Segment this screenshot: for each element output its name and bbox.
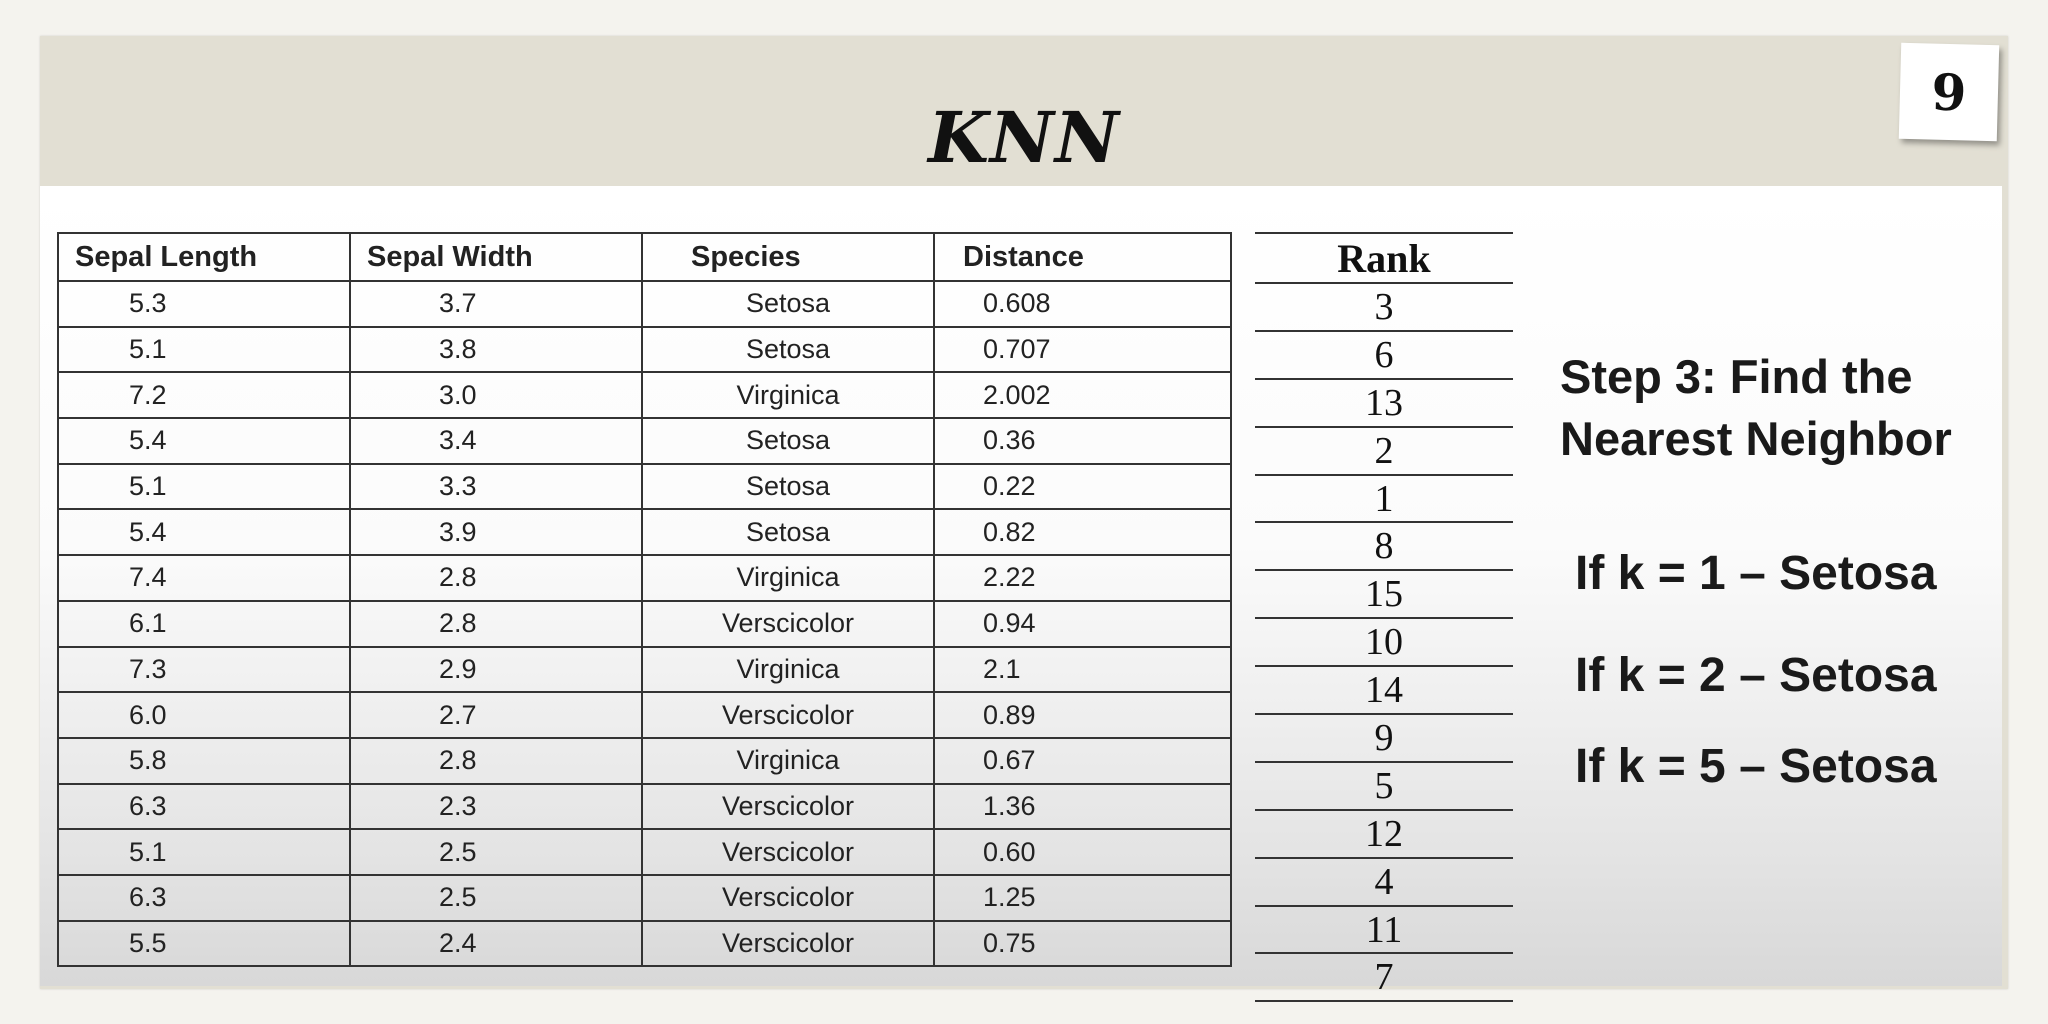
rank-row [1255,331,1513,379]
cell-rank: 5 [1255,762,1513,810]
rank-row [1255,475,1513,523]
rank-row [1255,570,1513,618]
cell-species: Verscicolor [642,692,934,738]
rank-row [1255,618,1513,666]
cell-sepal-length: 7.4 [58,555,350,601]
cell-distance: 0.36 [934,418,1231,464]
cell-rank: 3 [1255,283,1513,331]
cell-species: Verscicolor [642,601,934,647]
cell-distance: 0.82 [934,509,1231,555]
table-row [58,601,1231,647]
cell-sepal-length: 5.4 [58,418,350,464]
cell-sepal-length: 5.5 [58,921,350,967]
slide [40,36,2008,999]
cell-distance: 0.94 [934,601,1231,647]
cell-sepal-width: 2.9 [350,647,642,693]
cell-sepal-width: 2.3 [350,784,642,830]
cell-sepal-width: 2.5 [350,875,642,921]
cell-distance: 0.608 [934,281,1231,327]
cell-distance: 0.67 [934,738,1231,784]
table-row [58,875,1231,921]
cell-sepal-length: 7.2 [58,372,350,418]
cell-species: Setosa [642,418,934,464]
cell-rank: 2 [1255,427,1513,475]
header-sepal-length: Sepal Length [58,233,350,281]
table-row [58,829,1231,875]
table-row [58,738,1231,784]
result-k5: If k = 5 – Setosa [1575,740,1937,793]
rank-row [1255,522,1513,570]
cell-sepal-length: 5.1 [58,327,350,373]
cell-rank: 13 [1255,379,1513,427]
cell-rank: 4 [1255,858,1513,906]
cell-species: Virginica [642,555,934,601]
rank-row [1255,666,1513,714]
table-row [58,921,1231,967]
cell-species: Setosa [642,327,934,373]
cell-species: Virginica [642,647,934,693]
cell-distance: 0.89 [934,692,1231,738]
cell-sepal-width: 3.0 [350,372,642,418]
table-row [58,418,1231,464]
cell-rank: 1 [1255,475,1513,523]
cell-sepal-length: 6.0 [58,692,350,738]
cell-sepal-width: 3.3 [350,464,642,510]
cell-sepal-length: 6.3 [58,875,350,921]
cell-sepal-width: 2.8 [350,555,642,601]
rank-row [1255,283,1513,331]
cell-sepal-length: 6.1 [58,601,350,647]
cell-species: Verscicolor [642,875,934,921]
cell-sepal-length: 5.3 [58,281,350,327]
table-row [58,464,1231,510]
table-row [58,555,1231,601]
cell-distance: 0.22 [934,464,1231,510]
step-heading-line-1: Step 3: Find the [1560,350,1913,403]
cell-distance: 1.25 [934,875,1231,921]
step-heading [1560,346,1952,470]
cell-rank: 12 [1255,810,1513,858]
cell-distance: 2.002 [934,372,1231,418]
rank-row [1255,858,1513,906]
header-species: Species [642,233,934,281]
result-k1: If k = 1 – Setosa [1575,547,1937,600]
table-row [58,372,1231,418]
header-sepal-width: Sepal Width [350,233,642,281]
header-distance: Distance [934,233,1231,281]
cell-sepal-width: 2.4 [350,921,642,967]
step-heading-line-2: Nearest Neighbor [1560,412,1952,465]
cell-rank: 6 [1255,331,1513,379]
table-row [58,692,1231,738]
cell-distance: 0.707 [934,327,1231,373]
cell-sepal-width: 2.8 [350,738,642,784]
table-row [58,281,1231,327]
cell-sepal-width: 2.7 [350,692,642,738]
table-row [58,784,1231,830]
cell-rank: 15 [1255,570,1513,618]
cell-sepal-length: 5.8 [58,738,350,784]
table-row [58,509,1231,555]
cell-sepal-width: 3.4 [350,418,642,464]
table-row [58,647,1231,693]
slide-title: KNN [928,96,1120,179]
slide-content [40,186,2002,999]
cell-rank: 9 [1255,714,1513,762]
cell-distance: 1.36 [934,784,1231,830]
cell-species: Verscicolor [642,829,934,875]
cell-distance: 0.60 [934,829,1231,875]
header-rank: Rank [1255,233,1513,283]
rank-row [1255,427,1513,475]
cell-rank: 7 [1255,953,1513,1001]
cell-distance: 0.75 [934,921,1231,967]
cell-sepal-length: 7.3 [58,647,350,693]
rank-table [1255,232,1513,1002]
cell-species: Verscicolor [642,921,934,967]
data-table [57,232,1232,967]
cell-sepal-width: 3.8 [350,327,642,373]
cell-sepal-length: 5.1 [58,464,350,510]
cell-species: Setosa [642,509,934,555]
cell-species: Setosa [642,464,934,510]
cell-distance: 2.1 [934,647,1231,693]
rank-row [1255,810,1513,858]
cell-species: Virginica [642,372,934,418]
cell-rank: 11 [1255,906,1513,954]
cell-species: Virginica [642,738,934,784]
cell-sepal-width: 2.5 [350,829,642,875]
rank-row [1255,906,1513,954]
result-k2: If k = 2 – Setosa [1575,649,1937,702]
cell-rank: 14 [1255,666,1513,714]
rank-row [1255,379,1513,427]
cell-sepal-length: 5.1 [58,829,350,875]
cell-sepal-width: 2.8 [350,601,642,647]
cell-sepal-width: 3.9 [350,509,642,555]
cell-species: Setosa [642,281,934,327]
cell-rank: 10 [1255,618,1513,666]
cell-rank: 8 [1255,522,1513,570]
cell-sepal-length: 5.4 [58,509,350,555]
cell-sepal-length: 6.3 [58,784,350,830]
cell-sepal-width: 3.7 [350,281,642,327]
rank-row [1255,953,1513,1001]
table-row [58,327,1231,373]
rank-row [1255,714,1513,762]
table-header-row [58,233,1231,281]
cell-species: Verscicolor [642,784,934,830]
page-number: 9 [1899,43,1999,142]
rank-row [1255,762,1513,810]
cell-distance: 2.22 [934,555,1231,601]
